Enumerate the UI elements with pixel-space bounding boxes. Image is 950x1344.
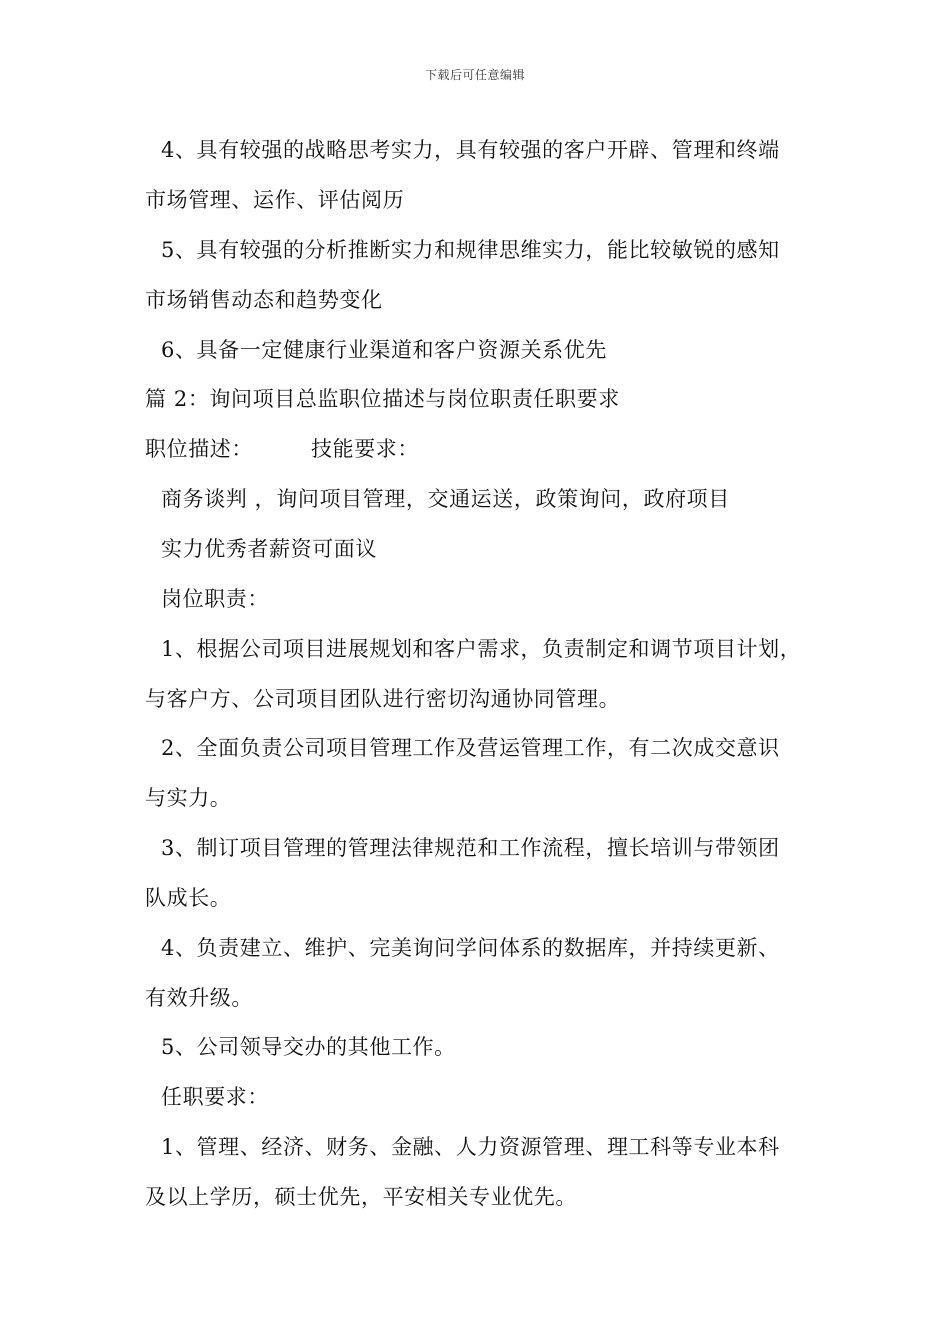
paragraph-line: 与客户方、公司项目团队进行密切沟通协同管理。 (145, 687, 621, 711)
subheading-responsibilities: 岗位职责： (161, 587, 269, 611)
job-description-label: 职位描述： (145, 437, 253, 461)
subheading-requirements: 任职要求： (161, 1085, 269, 1109)
paragraph-line: 市场管理、运作、评估阅历 (145, 188, 405, 212)
paragraph-line: 与实力。 (145, 786, 232, 810)
paragraph-line: 队成长。 (145, 886, 232, 910)
paragraph-line: 1、管理、经济、财务、金融、人力资源管理、理工科等专业本科 (161, 1135, 780, 1159)
job-description-row (145, 435, 419, 463)
paragraph-line: 4、负责建立、维护、完美询问学问体系的数据库，并持续更新、 (161, 936, 780, 960)
paragraph-line: 市场销售动态和趋势变化 (145, 288, 383, 312)
paragraph-line: 4、具有较强的战略思考实力，具有较强的客户开辟、管理和终端 (161, 138, 780, 162)
paragraph-line: 有效升级。 (145, 986, 253, 1010)
paragraph-line: 1、根据公司项目进展规划和客户需求，负责制定和调节项目计划， (161, 637, 802, 661)
paragraph-line: 实力优秀者薪资可面议 (161, 537, 377, 561)
paragraph-line: 3、制订项目管理的管理法律规范和工作流程，擅长培训与带领团 (161, 836, 780, 860)
skill-requirements-label: 技能要求： (311, 437, 419, 461)
paragraph-line: 6、具备一定健康行业渠道和客户资源关系优先 (161, 338, 607, 362)
section-heading: 篇 2：询问项目总监职位描述与岗位职责任职要求 (145, 387, 620, 411)
paragraph-line: 商务谈判 ，询问项目管理，交通运送，政策询问，政府项目 (161, 487, 730, 511)
paragraph-line: 5、具有较强的分析推断实力和规律思维实力，能比较敏锐的感知 (161, 238, 780, 262)
page-header-note: 下载后可任意编辑 (424, 68, 525, 82)
paragraph-line: 2、全面负责公司项目管理工作及营运管理工作，有二次成交意识 (161, 736, 780, 760)
paragraph-line: 5、公司领导交办的其他工作。 (161, 1035, 456, 1059)
paragraph-line: 及以上学历，硕士优先，平安相关专业优先。 (145, 1185, 577, 1209)
